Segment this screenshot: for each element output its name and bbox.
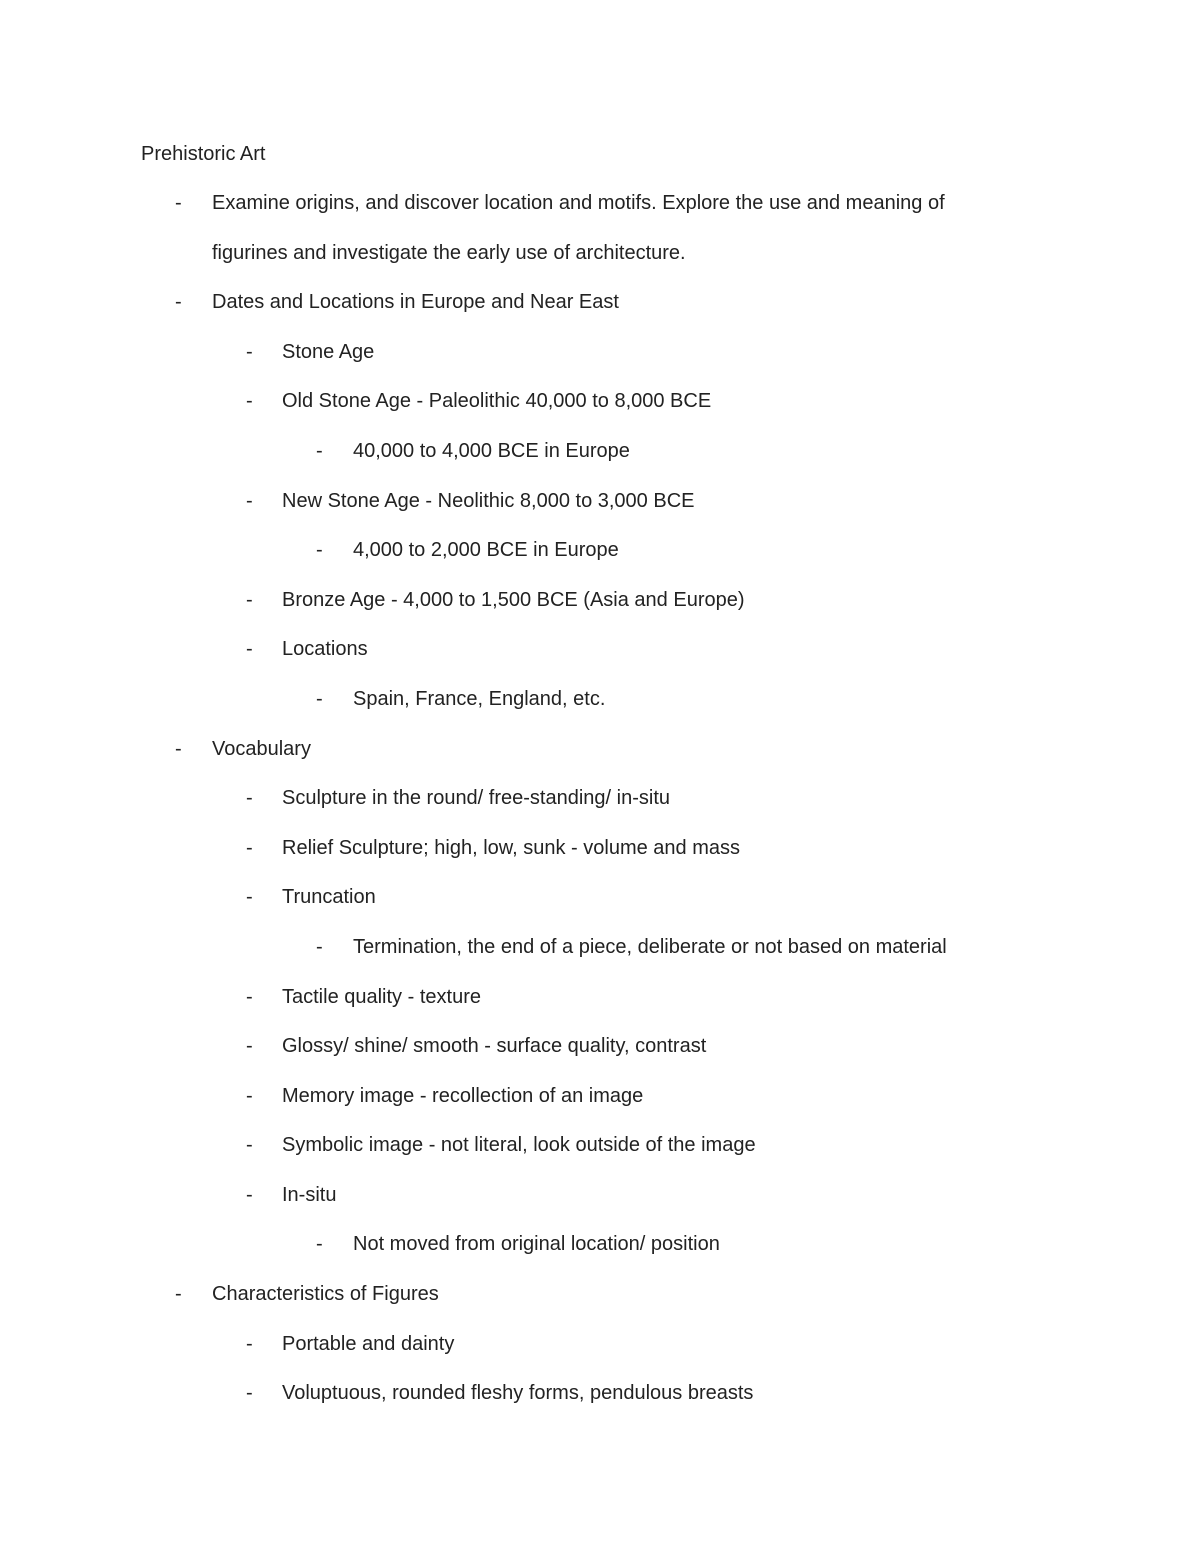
outline-item-level-1: [0, 1280, 1200, 1330]
outline-item-text: 4,000 to 2,000 BCE in Europe: [353, 539, 619, 562]
outline-item-level-2: [0, 1032, 1200, 1082]
outline-item-text: Portable and dainty: [282, 1332, 455, 1355]
outline-item-level-2: [0, 834, 1200, 884]
outline-item-level-2: [0, 338, 1200, 388]
outline-item-level-1: [0, 189, 1200, 239]
bullet-dash: -: [246, 588, 253, 611]
outline-item-text: New Stone Age - Neolithic 8,000 to 3,000 BCE: [282, 489, 695, 512]
outline-item-text: figurines and investigate the early use of architecture.: [212, 241, 686, 264]
outline-item-text: Termination, the end of a piece, deliberate or not based on material: [353, 935, 947, 958]
outline-item-text: Tactile quality - texture: [282, 985, 481, 1008]
bullet-dash: -: [175, 192, 182, 214]
outline-item-level-2: [0, 1379, 1200, 1429]
document-title: Prehistoric Art: [141, 143, 266, 165]
outline-list: [0, 189, 1200, 1429]
outline-item-level-2: [0, 983, 1200, 1033]
bullet-dash: -: [246, 390, 253, 413]
bullet-dash: -: [246, 787, 253, 810]
bullet-dash: -: [316, 1233, 323, 1256]
bullet-dash: -: [175, 291, 182, 314]
bullet-dash: -: [246, 1183, 253, 1206]
outline-item-text: In-situ: [282, 1183, 337, 1206]
outline-item-text: Stone Age: [282, 340, 375, 363]
outline-item-text: Locations: [282, 638, 368, 661]
outline-item-text: 40,000 to 4,000 BCE in Europe: [353, 439, 630, 462]
outline-item-level-2: [0, 586, 1200, 636]
outline-item-text: Truncation: [282, 886, 376, 909]
bullet-dash: -: [246, 1134, 253, 1157]
bullet-dash: -: [246, 638, 253, 661]
bullet-dash: -: [316, 935, 323, 958]
outline-item-text: Memory image - recollection of an image: [282, 1084, 644, 1107]
outline-item-level-2: [0, 1330, 1200, 1380]
outline-item-level-2: [0, 387, 1200, 437]
outline-item-level-2: [0, 487, 1200, 537]
bullet-dash: -: [246, 1332, 253, 1355]
bullet-dash: -: [246, 886, 253, 909]
outline-item-text: Sculpture in the round/ free-standing/ in-situ: [282, 787, 670, 810]
outline-item-text: Bronze Age - 4,000 to 1,500 BCE (Asia and Europe): [282, 588, 745, 611]
bullet-dash: -: [246, 1035, 253, 1058]
outline-item-text: Dates and Locations in Europe and Near East: [212, 291, 619, 314]
outline-item-text: Not moved from original location/ position: [353, 1233, 720, 1256]
outline-item-level-2: [0, 784, 1200, 834]
bullet-dash: -: [175, 737, 182, 760]
outline-item-text: Voluptuous, rounded fleshy forms, pendulous breasts: [282, 1382, 754, 1405]
outline-item-level-3: [0, 933, 1200, 983]
bullet-dash: -: [246, 836, 253, 859]
outline-item-text: Old Stone Age - Paleolithic 40,000 to 8,000 BCE: [282, 390, 712, 413]
bullet-dash: -: [175, 1283, 182, 1306]
outline-item-text: Vocabulary: [212, 737, 311, 760]
outline-item-level-2: [0, 883, 1200, 933]
bullet-dash: -: [246, 489, 253, 512]
outline-item-text: Examine origins, and discover location and motifs. Explore the use and meaning of: [212, 192, 945, 214]
bullet-dash: -: [246, 1382, 253, 1405]
outline-item-text: Symbolic image - not literal, look outside of the image: [282, 1134, 756, 1157]
outline-item-level-3: [0, 1230, 1200, 1280]
outline-item-level-2: [0, 635, 1200, 685]
bullet-dash: -: [316, 687, 323, 710]
outline-item-level-1: [0, 735, 1200, 785]
outline-item-text: Glossy/ shine/ smooth - surface quality, contrast: [282, 1035, 707, 1058]
outline-item-level-3: [0, 536, 1200, 586]
bullet-dash: -: [316, 539, 323, 562]
bullet-dash: -: [316, 439, 323, 462]
bullet-dash: -: [246, 340, 253, 363]
outline-item-level-3: [0, 685, 1200, 735]
outline-item-level-1: [0, 288, 1200, 338]
bullet-dash: -: [246, 985, 253, 1008]
outline-item-text: Characteristics of Figures: [212, 1283, 439, 1306]
bullet-dash: -: [246, 1084, 253, 1107]
outline-item-text: Spain, France, England, etc.: [353, 687, 606, 710]
outline-item-continuation: [0, 239, 1200, 289]
outline-item-level-3: [0, 437, 1200, 487]
outline-item-level-2: [0, 1131, 1200, 1181]
outline-item-level-2: [0, 1181, 1200, 1231]
outline-item-level-2: [0, 1082, 1200, 1132]
outline-item-text: Relief Sculpture; high, low, sunk - volume and mass: [282, 836, 740, 859]
